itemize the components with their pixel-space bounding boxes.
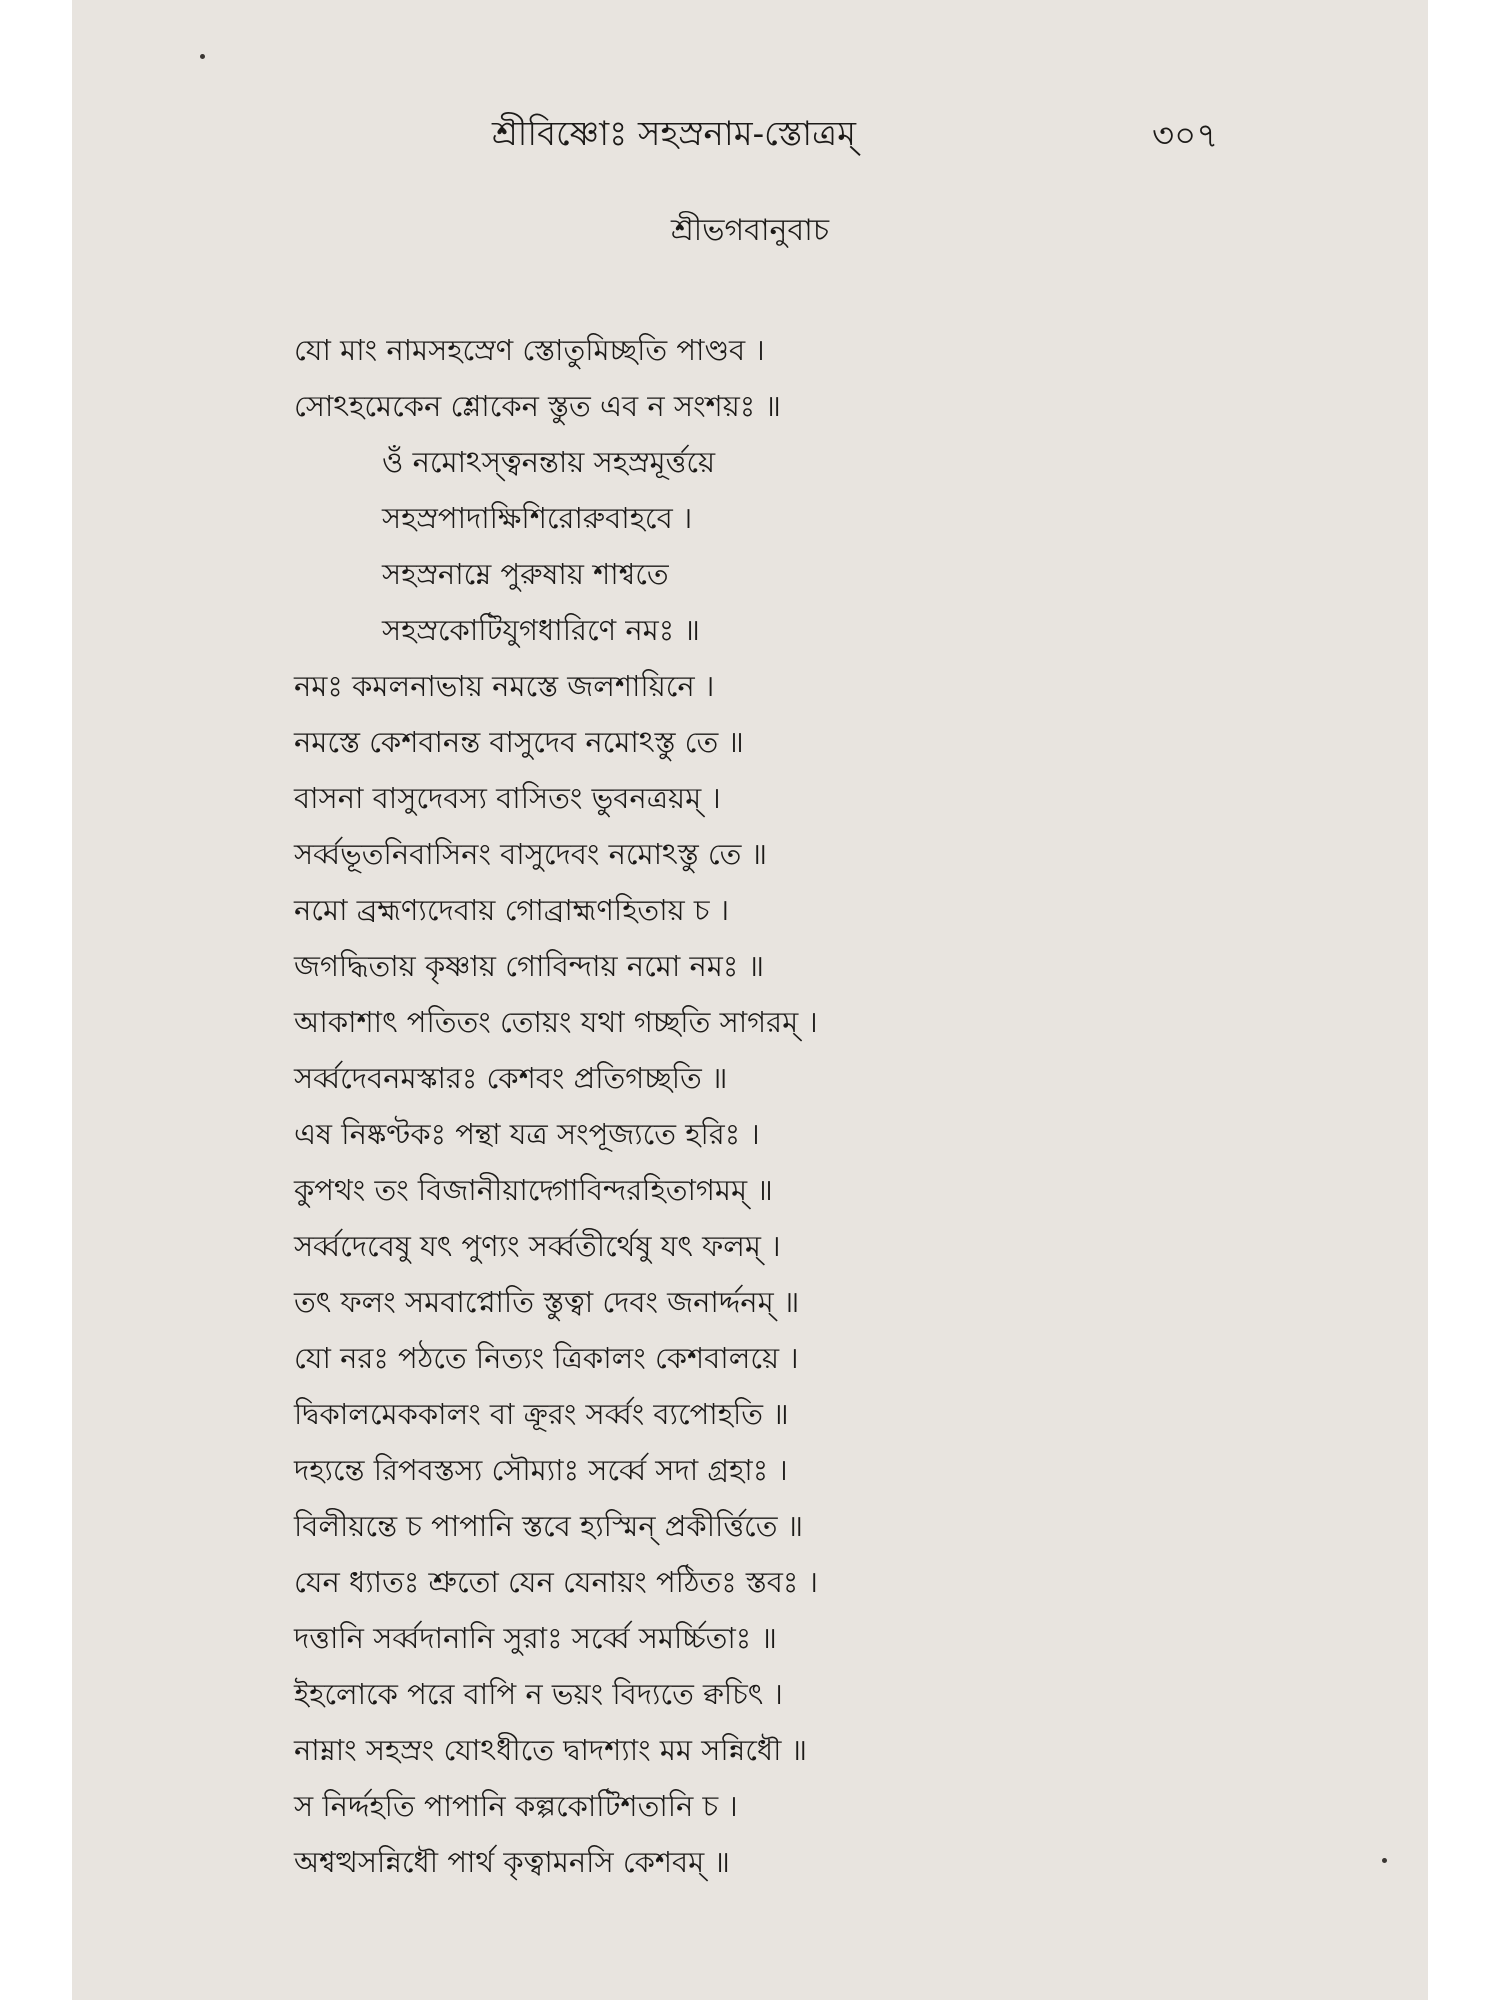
verse-line: সহস্রপাদাক্ষিশিরোরুবাহবে । [382, 501, 693, 535]
book-page [72, 0, 1428, 2000]
verse-line: বিলীয়ন্তে চ পাপানি স্তবে হ্যস্মিন্ প্রকীর্ত্তিতে ॥ [294, 1509, 804, 1543]
verse-line: কুপথং তং বিজানীয়াদ্গোবিন্দরহিতাগমম্ ॥ [294, 1173, 773, 1207]
verse-line: সহস্রনাম্নে পুরুষায় শাশ্বতে [382, 557, 669, 591]
page-number: ৩০৭ [1152, 116, 1219, 156]
verse-line: সর্ব্বদেবনমস্কারঃ কেশবং প্রতিগচ্ছতি ॥ [294, 1061, 728, 1095]
verse-line: জগদ্ধিতায় কৃষ্ণায় গোবিন্দায় নমো নমঃ ॥ [294, 949, 764, 983]
verse-line: যো মাং নামসহস্রেণ স্তোতুমিচ্ছতি পাণ্ডব । [294, 333, 765, 367]
section-heading: শ্রীভগবানুবাচ [670, 213, 830, 248]
verse-line: তৎ ফলং সমবাপ্নোতি স্তুত্বা দেবং জনার্দ্দনম্ ॥ [294, 1285, 800, 1319]
verse-line: দত্তানি সর্ব্বদানানি সুরাঃ সর্ব্বে সমর্চ্চিতাঃ ॥ [294, 1621, 777, 1655]
page-header [72, 108, 1428, 168]
verse-line: নমস্তে কেশবানন্ত বাসুদেব নমোঽস্তু তে ॥ [294, 725, 744, 759]
running-title: শ্রীবিষ্ণোঃ সহস্রনাম-স্তোত্রম্ [492, 114, 857, 154]
verse-line: ওঁ নমোঽস্ত্বনন্তায় সহস্রমূর্ত্তয়ে [382, 445, 716, 479]
verse-line: অশ্বত্থসন্নিধৌ পার্থ কৃত্বামনসি কেশবম্ ॥ [294, 1845, 730, 1879]
ink-speck [200, 54, 205, 59]
verse-line: সর্ব্বভূতনিবাসিনং বাসুদেবং নমোঽস্তু তে ॥ [294, 837, 768, 871]
verse-line: যেন ধ্যাতঃ শ্রুতো যেন যেনায়ং পঠিতঃ স্তবঃ । [294, 1565, 818, 1599]
verse-line: দ্বিকালমেককালং বা ক্রূরং সর্ব্বং ব্যপোহতি ॥ [294, 1397, 789, 1431]
verse-block [294, 322, 1394, 1890]
verse-line: নাম্নাং সহস্রং যোঽধীতে দ্বাদশ্যাং মম সন্নিধৌ ॥ [294, 1733, 808, 1767]
verse-line: এষ নিষ্কণ্টকঃ পন্থা যত্র সংপূজ্যতে হরিঃ । [294, 1117, 760, 1151]
verse-line: স নির্দ্দহতি পাপানি কল্পকোটিশতানি চ । [294, 1789, 738, 1823]
verse-line: যো নরঃ পঠতে নিত্যং ত্রিকালং কেশবালয়ে । [294, 1341, 799, 1375]
verse-line: সর্ব্বদেবেষু যৎ পুণ্যং সর্ব্বতীর্থেষু যৎ ফলম্ । [294, 1229, 781, 1263]
verse-line: ইহলোকে পরে বাপি ন ভয়ং বিদ্যতে ক্বচিৎ । [294, 1677, 783, 1711]
verse-line: নমঃ কমলনাভায় নমস্তে জলশায়িনে । [294, 669, 715, 703]
verse-line: আকাশাৎ পতিতং তোয়ং যথা গচ্ছতি সাগরম্ । [294, 1005, 818, 1039]
verse-line: সহস্রকোটিযুগধারিণে নমঃ ॥ [382, 613, 700, 647]
verse-line: সোঽহমেকেন শ্লোকেন স্তুত এব ন সংশয়ঃ ॥ [294, 389, 781, 423]
verse-line: দহ্যন্তে রিপবস্তস্য সৌম্যাঃ সর্ব্বে সদা গ্রহাঃ । [294, 1453, 788, 1487]
verse-line: নমো ব্রহ্মণ্যদেবায় গোব্রাহ্মণহিতায় চ । [294, 893, 730, 927]
verse-line: বাসনা বাসুদেবস্য বাসিতং ভুবনত্রয়ম্ । [294, 781, 721, 815]
